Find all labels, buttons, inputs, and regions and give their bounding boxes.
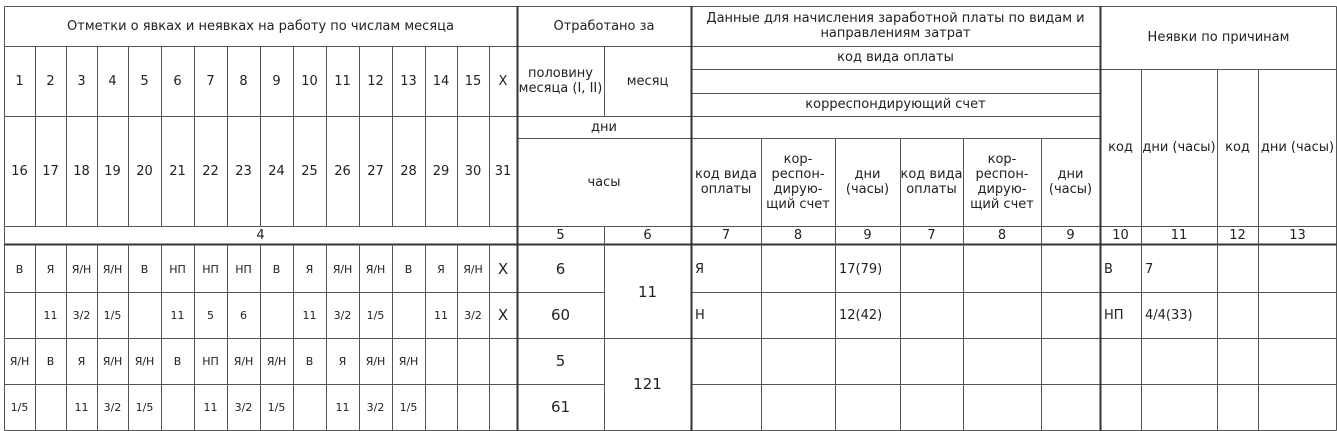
day-number-cell: 3 [77,73,86,89]
day-number-cell: 15 [464,73,482,89]
column-number-cell: 8 [793,227,803,243]
attendance-mark-cell: В [46,354,55,368]
attendance-mark-cell: Я/Н [463,262,483,276]
day-number-cell: 22 [202,163,219,179]
day-number-cell: 13 [400,73,417,89]
column-number-cell: 7 [927,227,936,243]
attendance-mark-cell: Я/Н [102,262,123,276]
worked-half-month-cell: 6 [555,259,566,278]
attendance-mark-cell: 3/2 [103,400,122,414]
subheader-corr-account-1: кор-респон-дирую-щий счет [766,152,830,212]
attendance-mark-cell: 11 [203,400,218,414]
attendance-mark-cell [489,384,517,430]
attendance-mark-cell: НП [169,262,186,276]
attendance-mark-cell [489,338,517,384]
subheader-corr-account-2: кор-респон-дирую-щий счет [970,152,1034,212]
attendance-mark-cell: НП [202,354,219,368]
attendance-mark-cell: В [404,262,413,276]
day-number-cell: 14 [432,73,450,89]
day-number-cell: 11 [334,73,351,89]
attendance-mark-cell [260,292,293,338]
attendance-mark-cell: 5 [207,308,214,322]
worked-month-cell: 11 [637,282,658,301]
header-month: месяц [626,73,669,89]
attendance-mark-cell: Я/Н [102,354,123,368]
attendance-mark-cell: 11 [74,400,89,414]
attendance-mark-cell: НП [235,262,252,276]
day-number-cell: 7 [206,73,215,89]
day-number-cell: 28 [400,163,417,179]
header-attendance-marks: Отметки о явках и неявках на работу по числам месяца [67,18,454,34]
attendance-mark-cell [425,338,457,384]
attendance-mark-cell [293,384,326,430]
attendance-mark-cell: В [272,262,281,276]
worked-half-month-cell: 5 [555,351,566,370]
attendance-mark-cell: НП [202,262,219,276]
attendance-mark-cell: В [15,262,24,276]
attendance-mark-cell: В [305,354,314,368]
column-number-cell: 5 [556,227,565,243]
header-hours: часы [587,174,621,190]
day-number-cell: 17 [42,163,59,179]
column-number-cell: 12 [1229,227,1246,243]
attendance-mark-cell: В [173,354,182,368]
day-number-cell: 6 [173,73,182,89]
attendance-mark-cell: 3/2 [366,400,385,414]
attendance-mark-cell [35,384,66,430]
day-number-cell: 8 [239,73,248,89]
column-number-cell: 11 [1170,227,1188,243]
subheader-pay-code-2: код вида оплаты [900,167,963,197]
pay-code-cell: Н [695,307,705,323]
attendance-mark-cell: 11 [170,308,185,322]
attendance-mark-cell: Я [305,262,314,276]
subheader-days-hours-2: дни (часы) [1048,167,1093,197]
column-number-cell: 10 [1112,227,1129,243]
day-number-cell: 19 [104,163,121,179]
header-pay-type-code: код вида оплаты [837,50,954,65]
attendance-mark-cell: Я/Н [71,262,92,276]
attendance-mark-cell: 3/2 [234,400,253,414]
attendance-mark-cell [4,292,35,338]
attendance-mark-cell: 1/5 [103,308,122,322]
attendance-mark-cell: Я [338,354,347,368]
attendance-mark-cell [425,384,457,430]
day-number-cell: 16 [11,163,28,179]
attendance-mark-cell: Я/Н [9,354,30,368]
day-number-cell: 10 [301,73,318,89]
column-number-cell: 13 [1289,227,1306,243]
header-absences-by-reason: Неявки по причинам [1147,30,1290,45]
column-number-cell: 6 [643,227,652,243]
day-number-cell: 29 [432,163,450,179]
attendance-mark-cell [392,292,425,338]
attendance-mark-cell: Я/Н [332,262,353,276]
day-number-cell: 2 [46,73,55,89]
subheader-days-hours-1: дни (часы) [845,167,890,197]
pay-days-cell: 12(42) [839,307,883,323]
attendance-mark-cell: 6 [240,308,247,322]
attendance-mark-cell: Я/Н [365,354,386,368]
day-number-cell: 18 [73,163,90,179]
day-number-cell: 31 [494,163,512,179]
attendance-mark-cell: Я/Н [266,354,287,368]
absence-code-header-1: код [1108,140,1133,155]
subheader-pay-code-1: код вида оплаты [695,167,757,197]
header-payroll-data: Данные для начисления заработной платы по видам и направлениям затрат [706,11,1085,41]
attendance-mark-cell: Я/Н [233,354,254,368]
absence-days-header-1: дни (часы) [1142,140,1216,155]
column-number-cell: 4 [256,227,265,243]
attendance-mark-cell: 3/2 [464,308,482,322]
absence-code-header-2: код [1225,140,1250,155]
column-number-cell: 9 [1066,227,1075,243]
attendance-mark-cell: 11 [43,308,58,322]
worked-month-cell: 121 [633,374,662,393]
header-worked-for: Отработано за [553,18,655,34]
attendance-mark-cell [457,338,489,384]
absence-days-cell: 4/4(33) [1145,307,1193,323]
absence-code-cell: НП [1104,307,1124,323]
attendance-mark-cell: Я [77,354,86,368]
day-number-cell: 26 [334,163,351,179]
attendance-mark-cell [457,384,489,430]
column-number-cell: 7 [721,227,731,243]
attendance-mark-cell: Я [46,262,55,276]
attendance-mark-cell: 1/5 [399,400,418,414]
day-number-cell: 30 [464,163,482,179]
attendance-mark-cell: 3/2 [72,308,91,322]
attendance-mark-cell: 11 [302,308,317,322]
day-number-cell: 1 [15,73,24,89]
day-number-cell: 4 [108,73,117,89]
absence-days-cell: 7 [1145,261,1154,277]
attendance-mark-cell: Я/Н [134,354,155,368]
day-number-cell: 20 [136,163,153,179]
worked-half-month-cell: 60 [550,305,571,324]
attendance-mark-cell: Я/Н [365,262,386,276]
attendance-mark-cell: 1/5 [135,400,154,414]
attendance-mark-cell: Х [497,259,509,278]
day-number-cell: 21 [169,163,186,179]
header-corr-account: корреспондирующий счет [805,97,986,112]
attendance-mark-cell: 11 [335,400,350,414]
attendance-mark-cell: 11 [434,308,448,322]
attendance-mark-cell: Х [497,305,509,324]
attendance-mark-cell: Я [437,262,445,276]
day-number-cell: 12 [367,73,384,89]
day-number-cell: 5 [140,73,149,89]
attendance-mark-cell: Я/Н [398,354,419,368]
attendance-mark-cell: 1/5 [10,400,29,414]
day-number-cell: 25 [301,163,318,179]
column-number-cell: 8 [997,227,1007,243]
absence-code-cell: В [1104,261,1113,277]
pay-code-cell: Я [695,261,705,277]
absence-days-header-2: дни (часы) [1260,140,1335,155]
worked-half-month-cell: 61 [550,397,571,416]
attendance-mark-cell: 3/2 [333,308,352,322]
day-number-cell: 9 [272,73,281,89]
attendance-mark-cell [128,292,161,338]
header-half-month: половину месяца (I, II) [518,66,603,96]
attendance-mark-cell [161,384,194,430]
day-number-cell: X [498,73,508,89]
attendance-mark-cell: 1/5 [267,400,286,414]
attendance-mark-cell: 1/5 [366,308,385,322]
attendance-mark-cell: В [140,262,149,276]
header-days: дни [591,119,617,135]
column-number-cell: 9 [863,227,872,243]
pay-days-cell: 17(79) [839,261,883,277]
day-number-cell: 24 [268,163,285,179]
day-number-cell: 23 [235,163,252,179]
day-number-cell: 27 [367,163,384,179]
